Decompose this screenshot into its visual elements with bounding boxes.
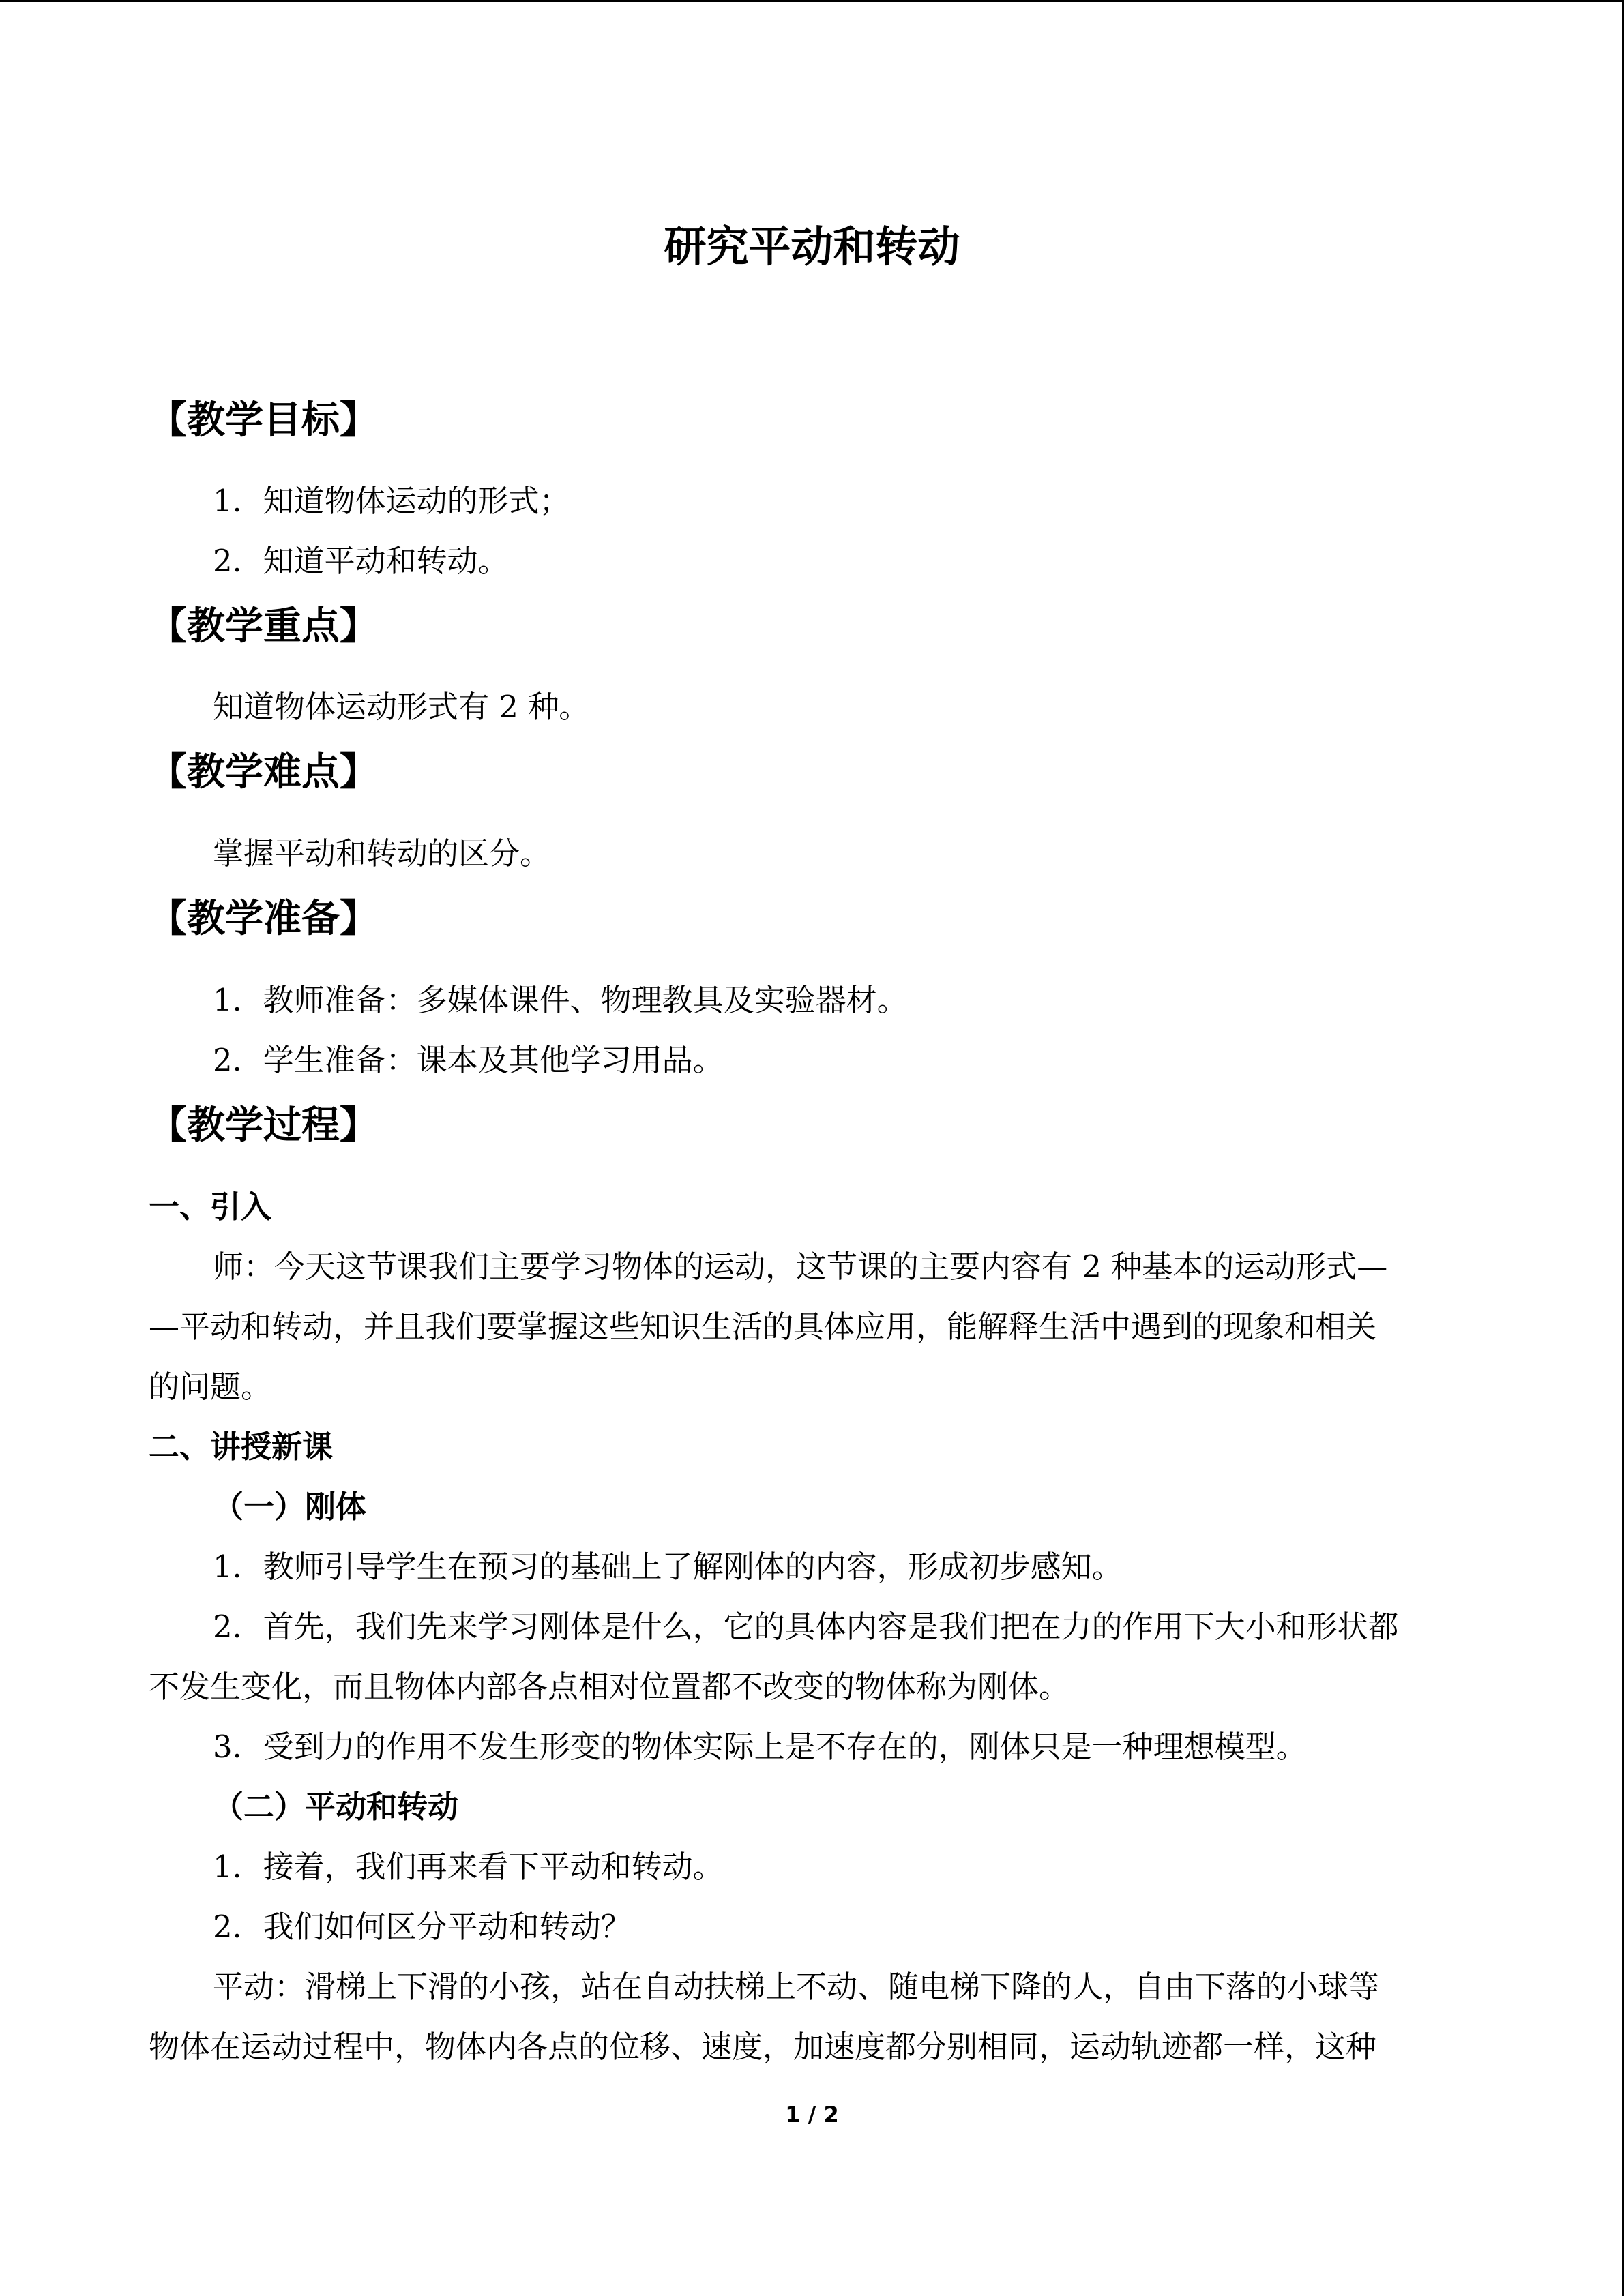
process-sub2-line-4: 物体在运动过程中，物体内各点的位移、速度，加速度都分别相同，运动轨迹都一样，这种	[149, 2029, 1377, 2065]
process-sub2-line-2: 2．我们如何区分平动和转动？	[213, 1909, 632, 1945]
difficulties-text: 掌握平动和转动的区分。	[213, 835, 551, 871]
process-sub1-line-1: 1．教师引导学生在预习的基础上了解刚体的内容，形成初步感知。	[213, 1549, 1123, 1585]
section-heading-process: 【教学过程】	[149, 1103, 378, 1148]
section-heading-key-points: 【教学重点】	[149, 604, 378, 648]
section-heading-preparation: 【教学准备】	[149, 897, 378, 941]
goal-item-2: 2．知道平动和转动。	[213, 543, 509, 579]
process-sub2-line-1: 1．接着，我们再来看下平动和转动。	[213, 1849, 724, 1885]
process-part1-heading: 一、引入	[149, 1189, 272, 1225]
goal-item-1: 1．知道物体运动的形式；	[213, 483, 570, 519]
section-heading-goals: 【教学目标】	[149, 398, 378, 443]
key-points-text: 知道物体运动形式有 2 种。	[213, 689, 590, 725]
process-sub1-line-2: 2．首先，我们先来学习刚体是什么，它的具体内容是我们把在力的作用下大小和形状都	[213, 1609, 1399, 1645]
preparation-item-2: 2．学生准备：课本及其他学习用品。	[213, 1042, 724, 1078]
section-heading-difficulties: 【教学难点】	[149, 750, 378, 794]
process-part1-line-1: 师：今天这节课我们主要学习物体的运动，这节课的主要内容有 2 种基本的运动形式—	[213, 1249, 1388, 1285]
page-border-top	[0, 0, 1624, 2]
page-number: 1 / 2	[785, 2102, 839, 2128]
process-sub2-heading: （二）平动和转动	[213, 1789, 459, 1825]
preparation-item-1: 1．教师准备：多媒体课件、物理教具及实验器材。	[213, 982, 908, 1018]
process-sub1-heading: （一）刚体	[213, 1489, 367, 1525]
process-part2-heading: 二、讲授新课	[149, 1429, 334, 1465]
process-sub1-line-4: 3．受到力的作用不发生形变的物体实际上是不存在的，刚体只是一种理想模型。	[213, 1729, 1307, 1765]
process-part1-line-3: 的问题。	[149, 1369, 272, 1405]
process-part1-line-2: —平动和转动，并且我们要掌握这些知识生活的具体应用，能解释生活中遇到的现象和相关	[149, 1309, 1377, 1345]
process-sub2-line-3: 平动：滑梯上下滑的小孩，站在自动扶梯上不动、随电梯下降的人，自由下落的小球等	[213, 1969, 1380, 2005]
document-title: 研究平动和转动	[664, 222, 960, 271]
process-sub1-line-3: 不发生变化，而且物体内部各点相对位置都不改变的物体称为刚体。	[149, 1669, 1070, 1705]
